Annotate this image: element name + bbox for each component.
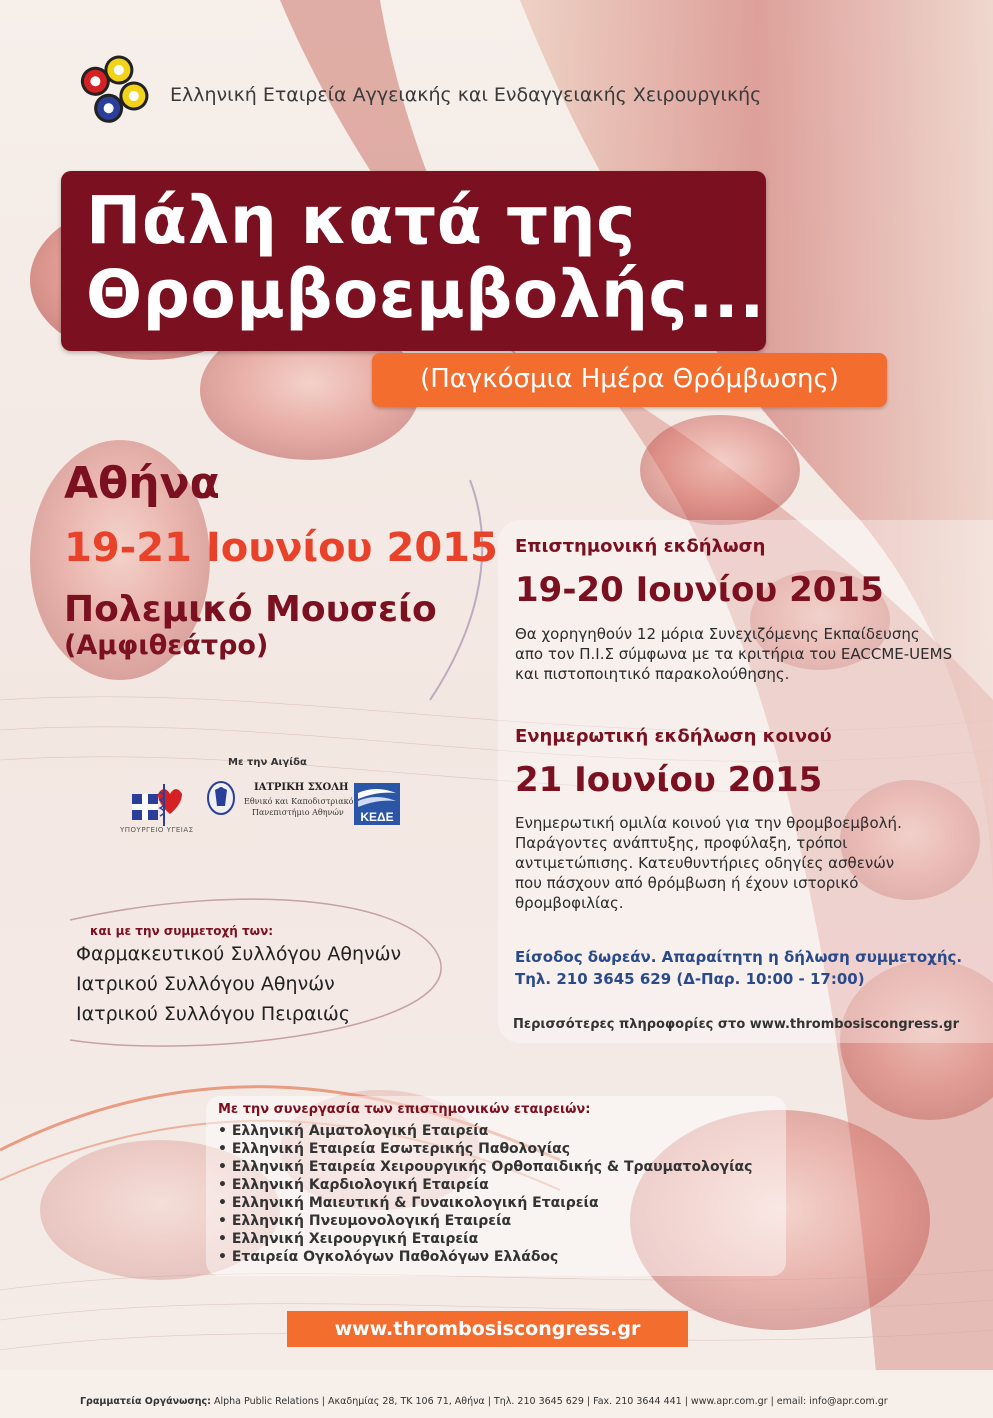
scientific-line: Θα χορηγηθούν 12 μόρια Συνεχιζόμενης Εκπαίδευσης — [515, 625, 920, 643]
cooperation-item: • Ελληνική Χειρουργική Εταιρεία — [218, 1231, 479, 1247]
public-line: αντιμετώπισης. Κατευθυντήριες οδηγίες ασθενών — [515, 854, 895, 872]
participant-item: Ιατρικού Συλλόγου Πειραιώς — [76, 1003, 350, 1025]
cooperation-item: • Εταιρεία Ογκολόγων Παθολόγων Ελλάδος — [218, 1249, 559, 1265]
public-description — [515, 813, 902, 913]
event-venue-detail: (Αμφιθεάτρο) — [64, 630, 269, 661]
kede-logo-text: ΚΕΔΕ — [360, 810, 394, 824]
footer-label: Γραμματεία Οργάνωσης: — [80, 1396, 211, 1407]
entry-phone: Τηλ. 210 3645 629 (Δ-Παρ. 10:00 - 17:00) — [515, 970, 865, 988]
auspices-label: Με την Αιγίδα — [228, 757, 307, 768]
website-banner[interactable] — [287, 1311, 688, 1347]
scientific-line: και πιστοποιητικό παρακολούθησης. — [515, 665, 790, 683]
more-info: Περισσότερες πληροφορίες στο www.thrombosiscongress.gr — [513, 1017, 960, 1032]
subtitle: (Παγκόσμια Ημέρα Θρόμβωσης) — [420, 364, 839, 394]
title-box — [61, 171, 766, 351]
scientific-heading: Επιστημονική εκδήλωση — [515, 536, 766, 557]
participant-item: Φαρμακευτικού Συλλόγου Αθηνών — [76, 943, 402, 965]
title-line-1: Πάλη κατά της — [86, 182, 636, 259]
public-heading: Ενημερωτική εκδήλωση κοινού — [515, 726, 832, 747]
subtitle-box — [372, 353, 887, 407]
title-line-2: Θρομβοεμβολής... — [86, 256, 765, 333]
cooperation-item: • Ελληνική Καρδιολογική Εταιρεία — [218, 1177, 489, 1193]
cooperation-label: Με την συνεργασία των επιστημονικών εταιρειών: — [218, 1102, 591, 1117]
event-venue: Πολεμικό Μουσείο — [64, 589, 437, 630]
event-dates: 19-21 Ιουνίου 2015 — [64, 525, 498, 571]
society-logo-icon — [74, 52, 158, 126]
public-line: Ενημερωτική ομιλία κοινού για την θρομβοεμβολή. — [515, 814, 902, 832]
cooperation-item: • Ελληνική Εταιρεία Εσωτερικής Παθολογίας — [218, 1141, 571, 1157]
cooperation-item: • Ελληνική Πνευμονολογική Εταιρεία — [218, 1213, 512, 1229]
participation-label: και με την συμμετοχή των: — [90, 924, 274, 938]
cooperation-item: • Ελληνική Μαιευτική & Γυναικολογική Εταιρεία — [218, 1195, 599, 1211]
ministry-caption: ΥΠΟΥΡΓΕΙΟ ΥΓΕΙΑΣ — [120, 826, 194, 834]
public-line: Παράγοντες ανάπτυξης, προφύλαξη, τρόποι — [515, 834, 848, 852]
scientific-dates: 19-20 Ιουνίου 2015 — [515, 570, 884, 610]
event-city: Αθήνα — [64, 458, 220, 509]
cooperation-item: • Ελληνική Εταιρεία Χειρουργικής Ορθοπαιδικής & Τραυματολογίας — [218, 1159, 753, 1175]
medical-school-line-2: Πανεπιστήμιο Αθηνών — [252, 808, 344, 817]
website-link[interactable]: www.thrombosiscongress.gr — [334, 1318, 641, 1340]
public-dates: 21 Ιουνίου 2015 — [515, 760, 823, 800]
medical-school-name: ΙΑΤΡΙΚΗ ΣΧΟΛΗ — [254, 782, 349, 793]
organization-name: Ελληνική Εταιρεία Αγγειακής και Ενδαγγειακής Χειρουργικής — [170, 84, 762, 106]
public-line: θρομβοφιλίας. — [515, 894, 624, 912]
footer — [80, 1396, 888, 1407]
footer-text: Alpha Public Relations | Ακαδημίας 28, ΤΚ 106 71, Αθήνα | Τηλ. 210 3645 629 | Fax. 210 3644 441 | www.apr.com.gr | email: info@apr.com.gr — [210, 1396, 888, 1407]
participant-item: Ιατρικού Συλλόγου Αθηνών — [76, 973, 335, 995]
scientific-description — [515, 624, 952, 684]
medical-school-emblem-icon — [205, 780, 237, 816]
medical-school-line-1: Εθνικό και Καποδιστριακό — [244, 797, 354, 806]
kede-logo-icon — [354, 783, 400, 825]
public-line: που πάσχουν από θρόμβωση ή έχουν ιστορικό — [515, 874, 859, 892]
scientific-line: απο τον Π.Ι.Σ σύμφωνα με τα κριτήρια του EACCME-UEMS — [515, 645, 953, 663]
ministry-of-health-logo-icon — [128, 780, 188, 828]
entry-notice: Είσοδος δωρεάν. Απαραίτητη η δήλωση συμμετοχής. — [515, 948, 963, 966]
cooperation-item: • Ελληνική Αιματολογική Εταιρεία — [218, 1123, 489, 1139]
